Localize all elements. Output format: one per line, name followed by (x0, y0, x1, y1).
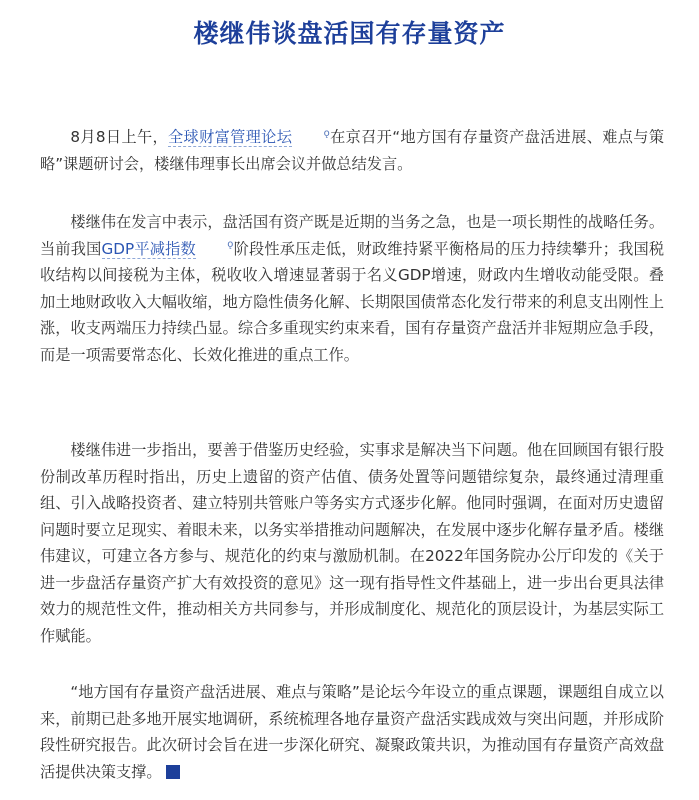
paragraph-1: 8月8日上午，全球财富管理论坛 ǫ在京召开“地方国有存量资产盘活进展、难点与策略”课题研讨会，楼继伟理事长出席会议并做总结发言。 (40, 127, 665, 173)
paragraph-2: 楼继伟在发言中表示，盘活国有资产既是近期的当务之急，也是一项长期性的战略任务。当前我国GDP平减指数 ǫ阶段性承压走低，财政维持紧平衡格局的压力持续攀升；我国税收结构以间接税为主体，税收收入增速显著弱于名义GDP增速，财政内生增收动能受限。叠加土地财政收入大幅收缩，地方隐性债务化解、长期限国债常态化发行带来的利息支出刚性上涨，收支两端压力持续凸显。综合多重现实约束来看，国有存量资产盘活并非短期应急手段，而是一项需要常态化、长效化推进的重点工作。 (40, 213, 665, 364)
paragraph-1-rest: 在京召开“地方国有存量资产盘活进展、难点与策略”课题研讨会，楼继伟理事长出席会议并做总结发言。 (40, 128, 665, 173)
end-square-icon (166, 765, 180, 779)
article-title: 楼继伟谈盘活国有存量资产 (193, 19, 506, 48)
paragraph-2-rest: 阶段性承压走低，财政维持紧平衡格局的压力持续攀升；我国税收结构以间接税为主体，税收收入增速显著弱于名义GDP增速，财政内生增收动能受限。叠加土地财政收入大幅收缩，地方隐性债务化解、长期限国债常态化发行带来的利息支出刚性上涨，收支两端压力持续凸显。综合多重现实约束来看，国有存量资产盘活并非短期应急手段，而是一项需要常态化、长效化推进的重点工作。 (40, 239, 665, 364)
paragraph-1-lead: 8月8日上午， (70, 128, 169, 146)
keyword-link-forum[interactable]: 全球财富管理论坛 (168, 128, 293, 146)
paragraph-3: 楼继伟进一步指出，要善于借鉴历史经验，实事求是解决当下问题。他在回顾国有银行股份制改革历程时指出，历史上遗留的资产估值、债务处置等问题错综复杂，最终通过清理重组、引入战略投资者、建立特别共管账户等务实方式逐步化解。他同时强调，在面对历史遗留问题时要立足现实、着眼未来，以务实举措推动问题解决，在发展中逐步化解存量矛盾。楼继伟建议，可建立各方参与、规范化的约束与激励机制。在2022年国务院办公厅印发的《关于进一步盘活存量资产扩大有效投资的意见》这一现有指导性文件基础上，进一步出台更具法律效力的规范性文件，推动相关方共同参与，并形成制度化、规范化的顶层设计，为基层实际工作赋能。 (40, 441, 664, 645)
paragraph-4-text: “地方国有存量资产盘活进展、难点与策略”是论坛今年设立的重点课题，课题组自成立以来，前期已赴多地开展实地调研，系统梳理各地存量资产盘活实践成效与突出问题，并形成阶段性研究报告。此次研讨会旨在进一步深化研究、凝聚政策共识，为推动国有存量资产高效盘活提供决策支撑。 (40, 683, 664, 781)
paragraph-4 (40, 679, 664, 785)
paragraph-2-lead: 楼继伟在发言中表示，盘活国有资产既是近期的当务之急，也是一项长期性的战略任务。当前我国 (40, 213, 664, 258)
keyword-link-gdp-deflator[interactable]: GDP平减指数 (101, 239, 196, 258)
